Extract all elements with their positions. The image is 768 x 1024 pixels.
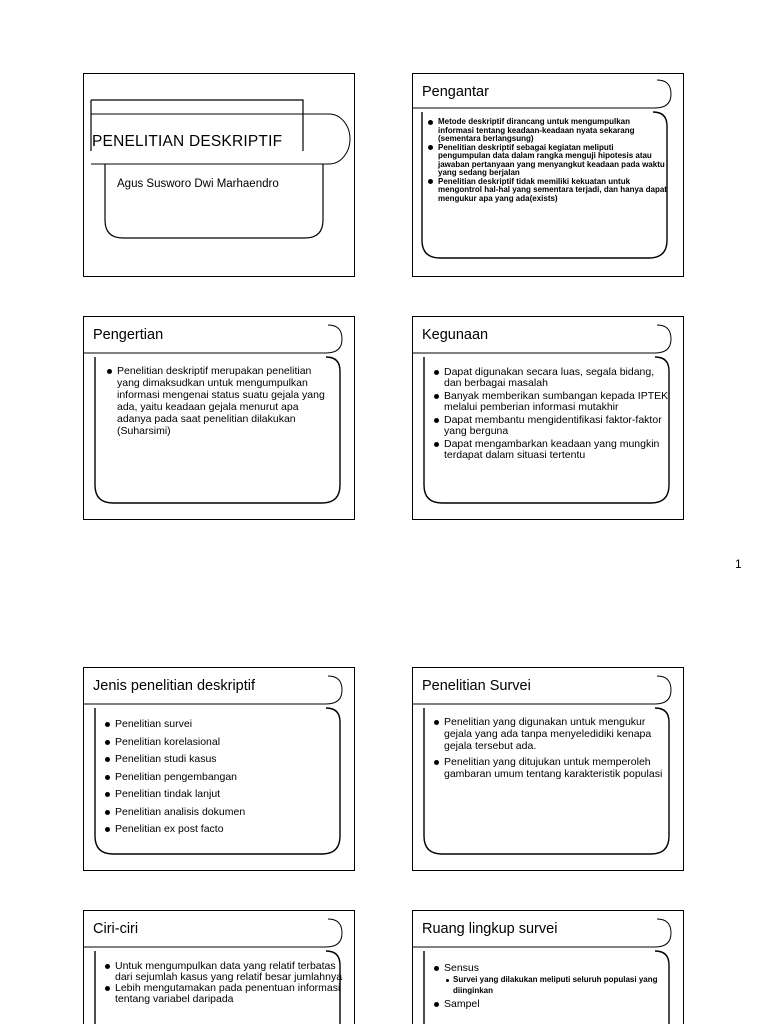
- slide-kegunaan: [412, 316, 684, 520]
- bullet-item: Dapat digunakan secara luas, segala bidang, dan berbagai masalah: [433, 367, 671, 389]
- bullet-item: Sensus Survei yang dilakukan meliputi seluruh populasi yang diinginkan: [433, 962, 669, 996]
- slide-author: Agus Susworo Dwi Marhaendro: [117, 178, 279, 190]
- bullet-item: Banyak memberikan sumbangan kepada IPTEK melalui pemberian informasi mutakhir: [433, 391, 671, 413]
- bullet-item: Penelitian pengembangan: [104, 769, 334, 787]
- bullet-item: Penelitian yang digunakan untuk mengukur gejala yang ada tanpa menyeledidiki kenapa gejala tersebut ada.: [433, 716, 669, 752]
- bullet-list: [104, 716, 334, 839]
- slide-pengertian: [83, 316, 355, 520]
- slide-heading: Jenis penelitian deskriptif: [93, 678, 256, 694]
- bullet-list: [427, 118, 667, 203]
- bullet-item: Dapat membantu mengidentifikasi faktor-faktor yang berguna: [433, 415, 671, 437]
- bullet-item: Penelitian tindak lanjut: [104, 786, 334, 804]
- bullet-item: Penelitian deskriptif tidak memiliki kekuatan untuk mengontrol hal-hal yang sementara terjadi, dan hanya dapat mengukur apa yang ada(exists): [427, 178, 667, 204]
- sub-bullet-list: [444, 975, 669, 996]
- bullet-item: Penelitian ex post facto: [104, 821, 334, 839]
- bullet-item: Penelitian yang ditujukan untuk memperoleh gambaran umum tentang karakteristik populasi: [433, 756, 669, 780]
- slide-jenis-penelitian: [83, 667, 355, 871]
- slide-heading: Ciri-ciri: [93, 921, 139, 937]
- bullet-item: Penelitian korelasional: [104, 734, 334, 752]
- bullet-item: Penelitian analisis dokumen: [104, 804, 334, 822]
- bullet-item: Penelitian studi kasus: [104, 751, 334, 769]
- bullet-list: [106, 365, 334, 437]
- slide-title: [83, 73, 355, 277]
- slide-heading: Kegunaan: [422, 327, 489, 343]
- bullet-list: [433, 962, 669, 1010]
- slide-heading: Penelitian Survei: [422, 678, 531, 694]
- bullet-item: Dapat mengambarkan keadaan yang mungkin terdapat dalam situasi tertentu: [433, 439, 671, 461]
- slide-title-text: PENELITIAN DESKRIPTIF: [92, 133, 283, 150]
- bullet-list: [433, 716, 669, 780]
- sub-bullet-item: Survei yang dilakukan meliputi seluruh populasi yang diinginkan: [444, 975, 669, 996]
- page-number: 1: [735, 557, 742, 571]
- bullet-item: Lebih mengutamakan pada penentuan informasi tentang variabel daripada: [104, 983, 344, 1005]
- slide-pengantar: [412, 73, 684, 277]
- bullet-item: Penelitian deskriptif sebagai kegiatan meliputi pengumpulan data dalam rangka menguji hipotesis atau jawaban pertanyaan yang menyangkut keadaan pada waktu yang sedang berjalan: [427, 144, 667, 178]
- bullet-list: [433, 367, 671, 461]
- slide-frame-decoration: [84, 74, 355, 277]
- slide-ciri-ciri: [83, 910, 355, 1024]
- slide-heading: Ruang lingkup survei: [422, 921, 558, 937]
- bullet-item: Untuk mengumpulkan data yang relatif terbatas dari sejumlah kasus yang relatif besar jumlahnya: [104, 961, 344, 983]
- slide-heading: Pengantar: [422, 84, 489, 100]
- bullet-list: [104, 961, 344, 1005]
- bullet-item: Penelitian deskriptif merupakan penelitian yang dimaksudkan untuk mengumpulkan informasi mengenai status suatu gejala yang ada, yaitu keadaan gejala menurut apa adanya pada saat penelitian dilakukan (Suharsimi): [106, 365, 334, 437]
- bullet-item: Penelitian survei: [104, 716, 334, 734]
- slide-ruang-lingkup: [412, 910, 684, 1024]
- slide-penelitian-survei: [412, 667, 684, 871]
- bullet-item: Metode deskriptif dirancang untuk mengumpulkan informasi tentang keadaan-keadaan nyata sekarang (sementara berlangsung): [427, 118, 667, 144]
- bullet-item: Sampel: [433, 998, 669, 1010]
- slide-heading: Pengertian: [93, 327, 164, 343]
